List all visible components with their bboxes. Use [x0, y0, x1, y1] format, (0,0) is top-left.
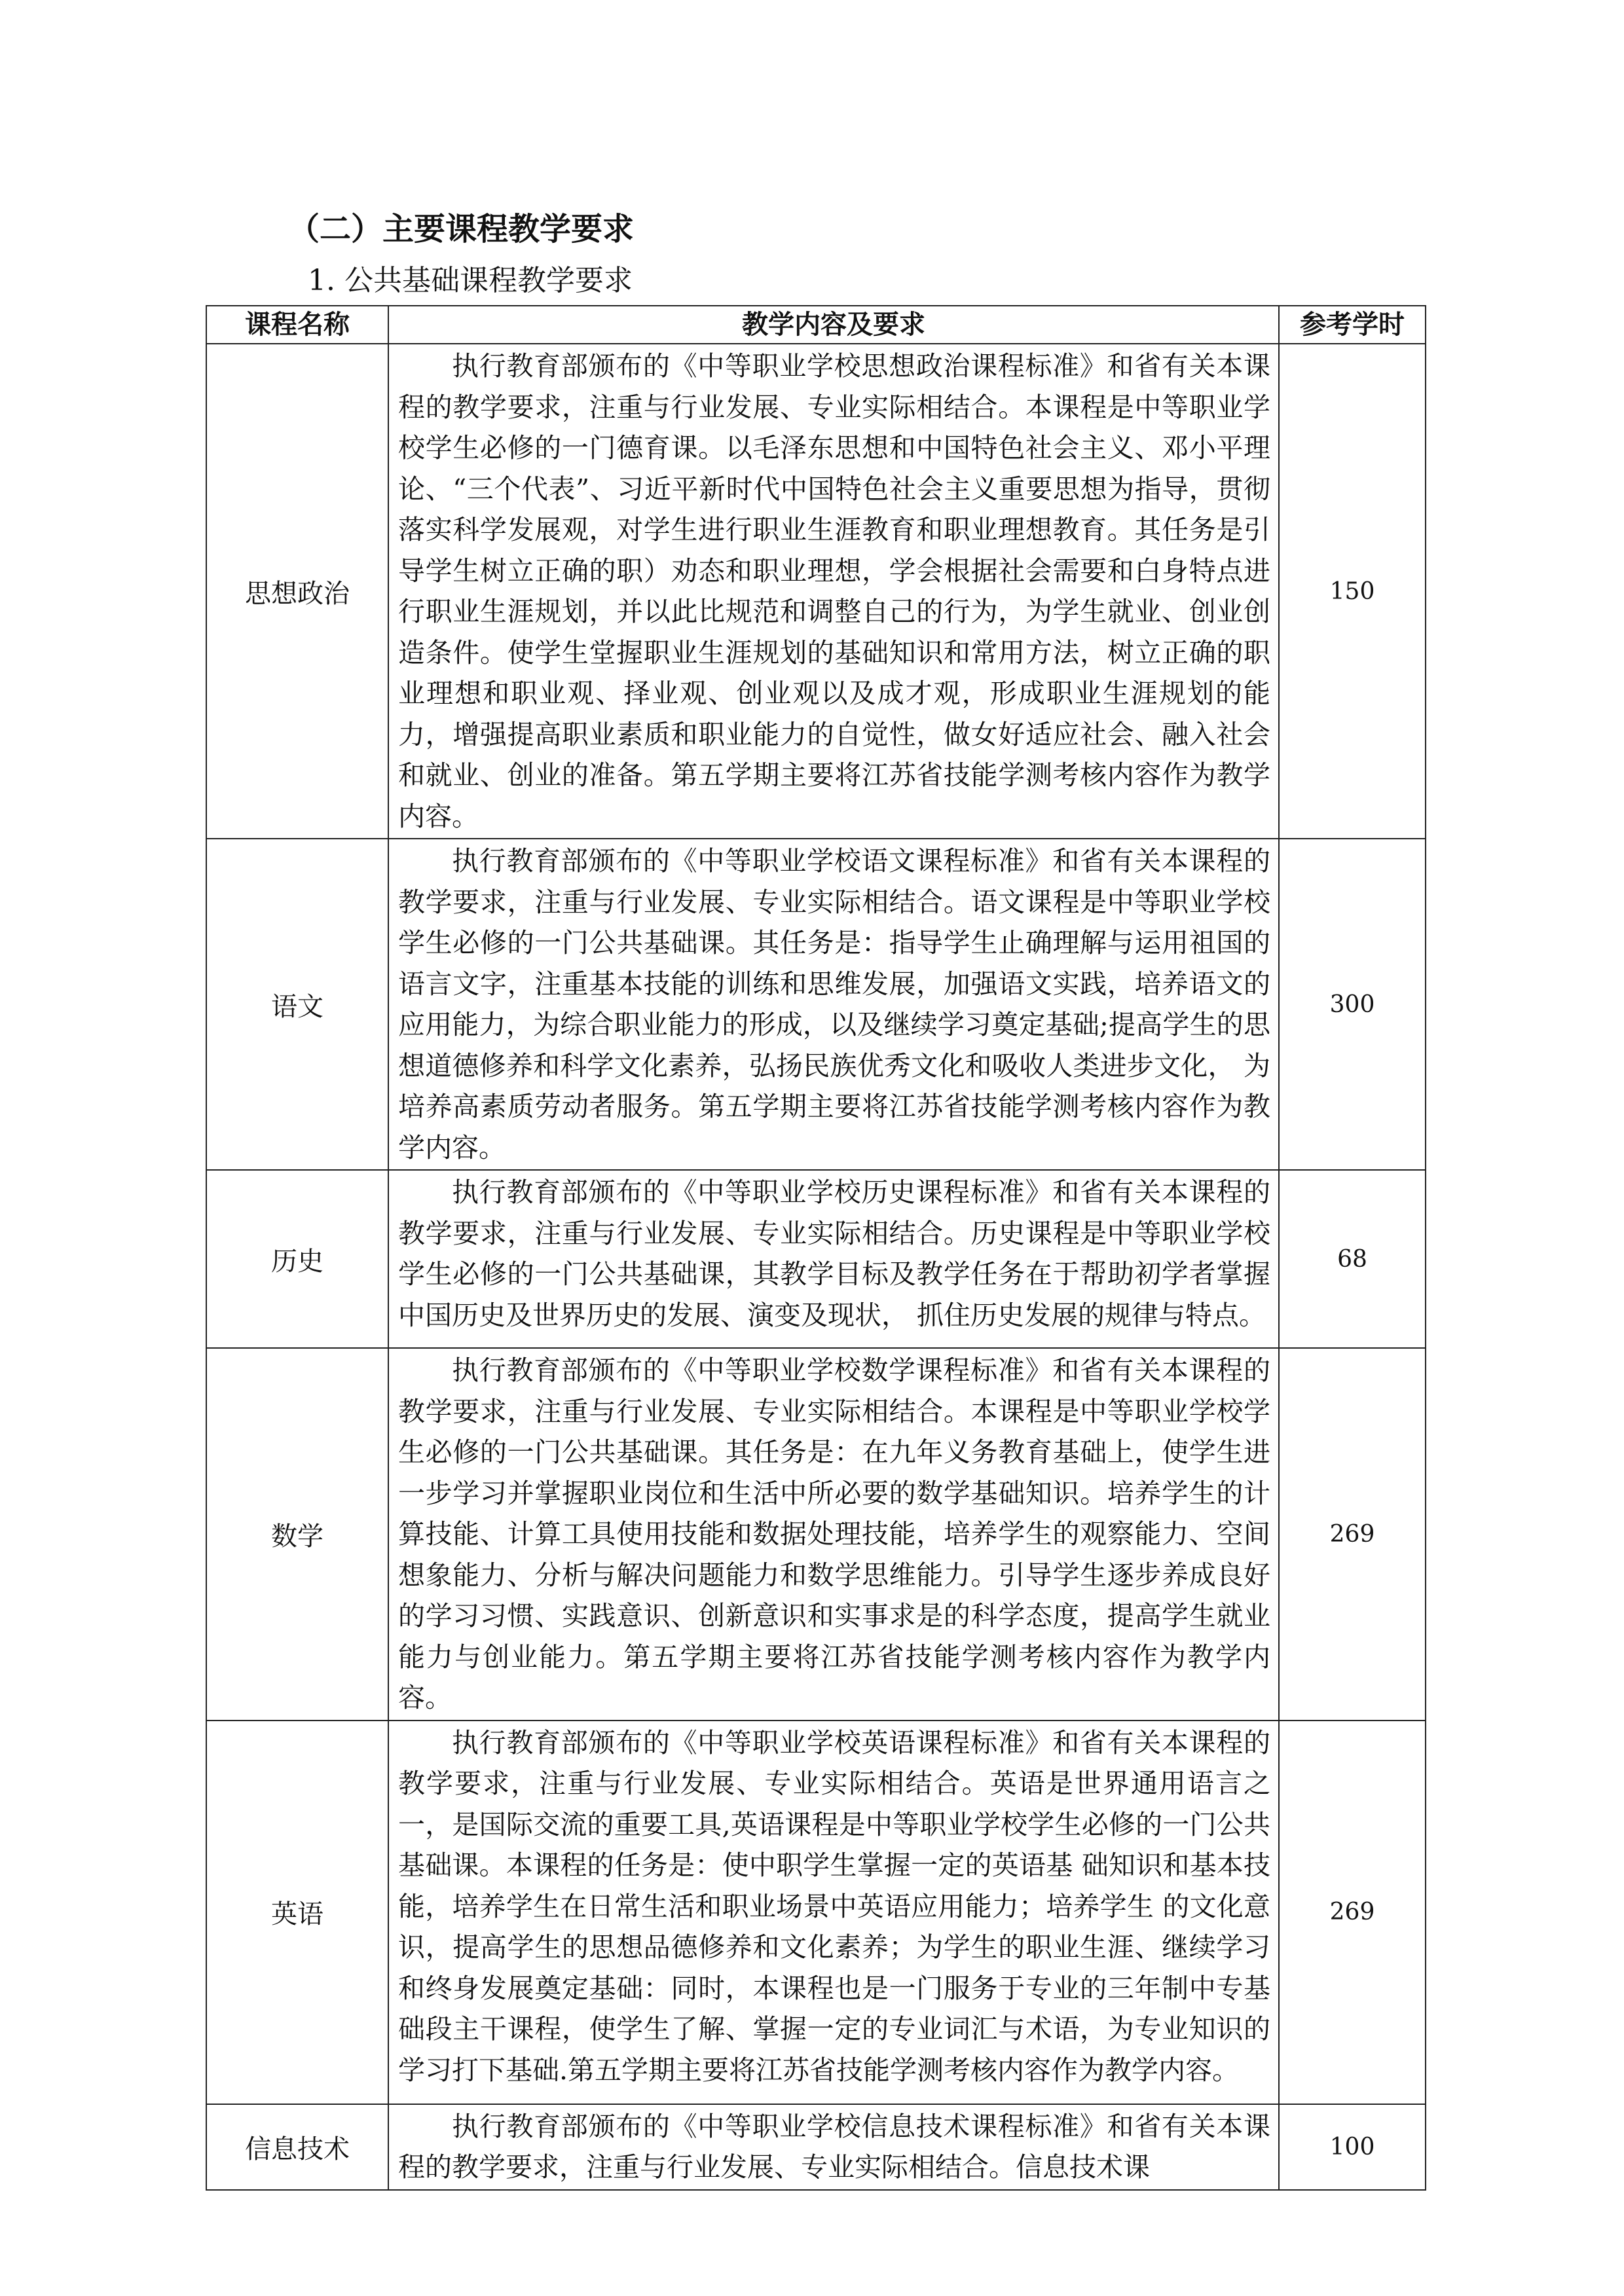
course-requirements-table [206, 305, 1426, 2191]
course-content: 执行教育部颁布的《中等职业学校英语课程标准》和省有关本课程的教学要求，注重与行业发展、专业实际相结合。英语是世界通用语言之一，是国际交流的重要工具,英语课程是中等职业学校学生必修的一门公共基础课。本课程的任务是：使中职学生掌握一定的英语基 础知识和基本技能，培养学生在日常生活和职业场景中英语应用能力；培养学生 的文化意识，提高学生的思想品德修养和文化素养；为学生的职业生涯、继续学习和终身发展奠定基础：同时，本课程也是一门服务于专业的三年制中专基础段主干课程，使学生了解、掌握一定的专业词汇与术语，为专业知识的学习打下基础.第五学期主要将江苏省技能学测考核内容作为教学内容。 [388, 1721, 1279, 2104]
course-name: 信息技术 [206, 2104, 388, 2190]
course-name: 英语 [206, 1721, 388, 2104]
course-name: 语文 [206, 839, 388, 1170]
section-heading: （二）主要课程教学要求 [288, 211, 635, 247]
course-hours: 68 [1279, 1170, 1426, 1348]
header-hours: 参考学时 [1279, 306, 1426, 344]
course-hours: 100 [1279, 2104, 1426, 2190]
table-row [206, 1170, 1426, 1348]
course-content: 执行教育部颁布的《中等职业学校语文课程标准》和省有关本课程的教学要求，注重与行业发展、专业实际相结合。语文课程是中等职业学校学生必修的一门公共基础课。其任务是：指导学生止确理解与运用祖国的语言文字，注重基本技能的训练和思维发展，加强语文实践，培养语文的应用能力，为综合职业能力的形成，以及继续学习奠定基础;提高学生的思想道德修养和科学文化素养，弘扬民族优秀文化和吸收人类进步文化， 为培养高素质劳动者服务。第五学期主要将江苏省技能学测考核内容作为教学内容。 [388, 839, 1279, 1170]
course-content: 执行教育部颁布的《中等职业学校数学课程标准》和省有关本课程的教学要求，注重与行业发展、专业实际相结合。本课程是中等职业学校学生必修的一门公共基础课。其任务是：在九年义务教育基础上，使学生进一步学习并掌握职业岗位和生活中所必要的数学基础知识。培养学生的计算技能、计算工具使用技能和数据处理技能，培养学生的观察能力、空间想象能力、分析与解决问题能力和数学思维能力。引导学生逐步养成良好的学习习惯、实践意识、创新意识和实事求是的科学态度，提高学生就业能力与创业能力。第五学期主要将江苏省技能学测考核内容作为教学内容。 [388, 1348, 1279, 1721]
table-header-row [206, 306, 1426, 344]
course-name: 思想政治 [206, 344, 388, 839]
header-content: 教学内容及要求 [388, 306, 1279, 344]
table-row [206, 839, 1426, 1170]
course-hours: 269 [1279, 1721, 1426, 2104]
course-content: 执行教育部颁布的《中等职业学校信息技术课程标准》和省有关本课程的教学要求，注重与行业发展、专业实际相结合。信息技术课 [398, 2110, 1270, 2183]
course-content: 执行教育部颁布的《中等职业学校思想政治课程标准》和省有关本课程的教学要求，注重与行业发展、专业实际相结合。本课程是中等职业学校学生必修的一门德育课。以毛泽东思想和中国特色社会主义、邓小平理论、“三个代表”、习近平新时代中国特色社会主义重要思想为指导，贯彻落实科学发展观，对学生进行职业生涯教育和职业理想教育。其任务是引导学生树立正确的职）劝态和职业理想，学会根据社会需要和白身特点进行职业生涯规划，并以此比规范和调整自己的行为，为学生就业、创业创造条件。使学生堂握职业生涯规划的基础知识和常用方法，树立正确的职业理想和职业观、择业观、创业观以及成才观，形成职业生涯规划的能力，增强提高职业素质和职业能力的自觉性，做女好适应社会、融入社会和就业、创业的准备。第五学期主要将江苏省技能学测考核内容作为教学内容。 [388, 344, 1279, 839]
course-hours: 150 [1279, 344, 1426, 839]
table-row [206, 2104, 1426, 2190]
table-row [206, 1721, 1426, 2104]
course-content: 执行教育部颁布的《中等职业学校历史课程标准》和省有关本课程的教学要求，注重与行业发展、专业实际相结合。历史课程是中等职业学校学生必修的一门公共基础课，其教学目标及教学任务在于帮助初学者掌握中国历史及世界历史的发展、演变及现状， 抓住历史发展的规律与特点。 [388, 1170, 1279, 1348]
course-content-cell [388, 2104, 1279, 2190]
table-row [206, 344, 1426, 839]
course-name: 历史 [206, 1170, 388, 1348]
header-course-name: 课程名称 [206, 306, 388, 344]
course-hours: 300 [1279, 839, 1426, 1170]
table-row [206, 1348, 1426, 1721]
sub-heading: 1. 公共基础课程教学要求 [308, 264, 633, 297]
course-name: 数学 [206, 1348, 388, 1721]
course-hours: 269 [1279, 1348, 1426, 1721]
